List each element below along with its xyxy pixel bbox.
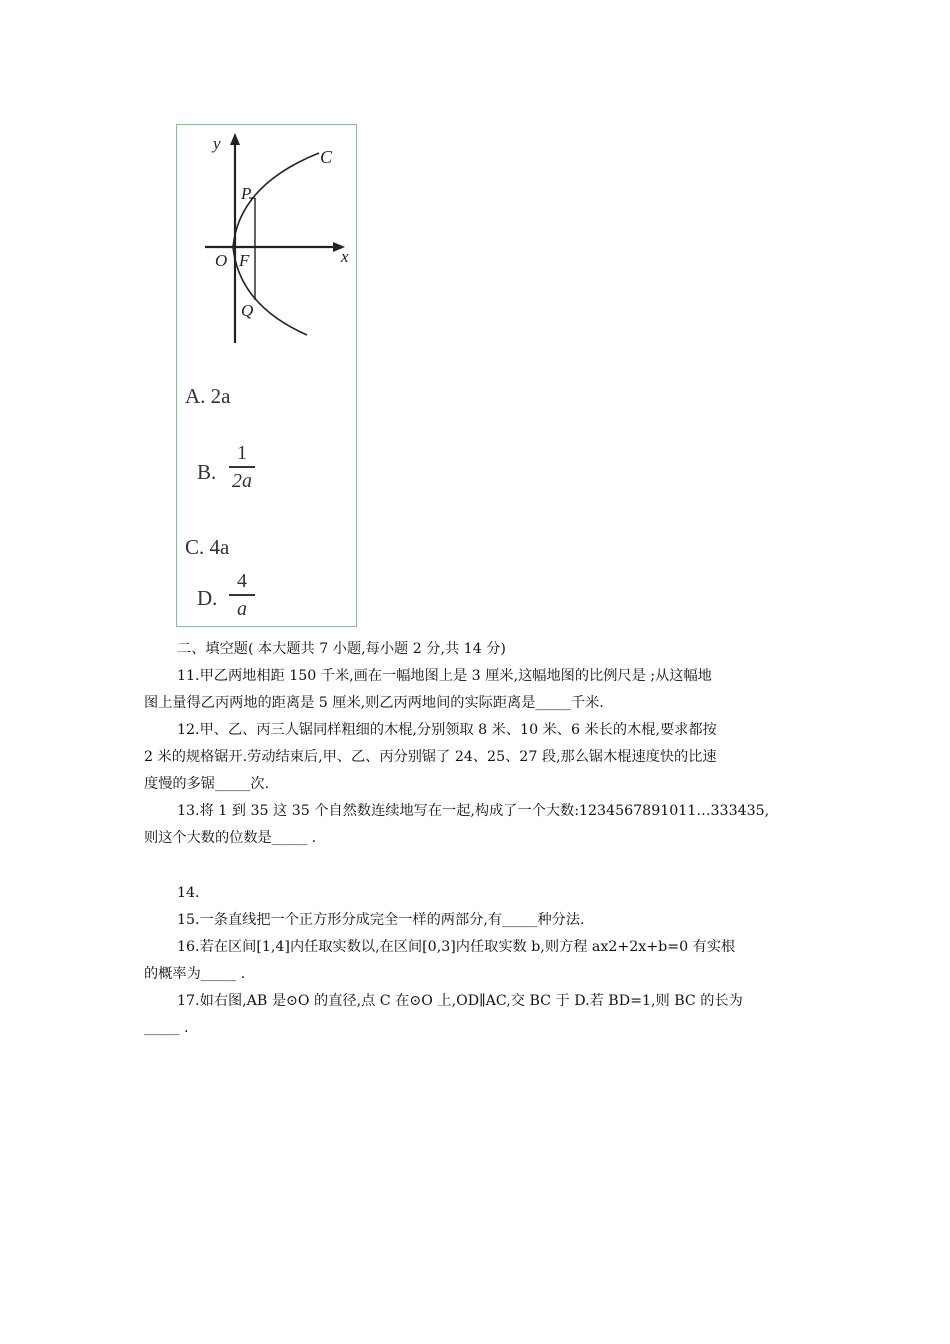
label-f: F <box>239 251 250 270</box>
question-16-line-2: 的概率为_____ . <box>144 966 246 982</box>
label-q: Q <box>241 301 254 320</box>
option-d-numerator: 4 <box>237 570 247 592</box>
section-heading: 二、填空题( 本大题共 7 小题,每小题 2 分,共 14 分) <box>177 641 506 657</box>
question-text-block <box>144 636 809 852</box>
figure-panel <box>176 124 357 627</box>
y-axis-arrow <box>230 133 240 145</box>
question-12-line-3: 度慢的多锯_____次. <box>144 776 270 792</box>
question-11-line-1: 11.甲乙两地相距 150 千米,画在一幅地图上是 3 厘米,这幅地图的比例尺是 ;从这幅地 <box>177 668 712 684</box>
question-12-line-2: 2 米的规格锯开.劳动结束后,甲、乙、丙分别锯了 24、25、27 段,那么锯木棍速度快的比速 <box>144 749 717 765</box>
question-15: 15.一条直线把一个正方形分成完全一样的两部分,有_____种分法. <box>177 912 585 928</box>
option-b-prefix: B. <box>197 460 217 484</box>
label-x: x <box>341 247 349 266</box>
option-b-denominator: 2a <box>232 469 252 492</box>
question-13-line-1: 13.将 1 到 35 这 35 个自然数连续地写在一起,构成了一个大数:1234567891011…333435, <box>177 803 770 819</box>
option-d-denominator: a <box>237 597 247 620</box>
label-o: O <box>215 251 228 270</box>
fraction-bar <box>229 594 255 596</box>
question-16-line-1: 16.若在区间[1,4]内任取实数以,在区间[0,3]内任取实数 b,则方程 ax2+2x+b=0 有实根 <box>177 939 736 955</box>
option-b-numerator: 1 <box>237 442 247 464</box>
question-17-line-1: 17.如右图,AB 是⊙O 的直径,点 C 在⊙O 上,OD∥AC,交 BC 于 D.若 BD=1,则 BC 的长为 <box>177 993 743 1009</box>
question-17-line-2: _____ . <box>144 1020 189 1036</box>
fraction-bar <box>229 466 255 468</box>
question-13-line-2: 则这个大数的位数是_____ . <box>144 830 317 846</box>
option-a: A. 2a <box>185 384 231 408</box>
label-y: y <box>213 134 221 153</box>
option-c: C. 4a <box>185 535 230 559</box>
question-11-line-2: 图上量得乙丙两地的距离是 5 厘米,则乙丙两地间的实际距离是_____千米. <box>144 695 604 711</box>
option-d-fraction <box>229 570 255 620</box>
option-b-fraction <box>229 442 255 492</box>
label-p: P <box>241 184 252 203</box>
label-c: C <box>320 147 333 167</box>
option-d-prefix: D. <box>197 586 218 610</box>
question-14: 14. <box>177 885 200 901</box>
question-text-block-2 <box>144 880 809 1042</box>
question-12-line-1: 12.甲、乙、丙三人锯同样粗细的木棍,分别领取 8 米、10 米、6 米长的木棍,要求都按 <box>177 722 717 738</box>
